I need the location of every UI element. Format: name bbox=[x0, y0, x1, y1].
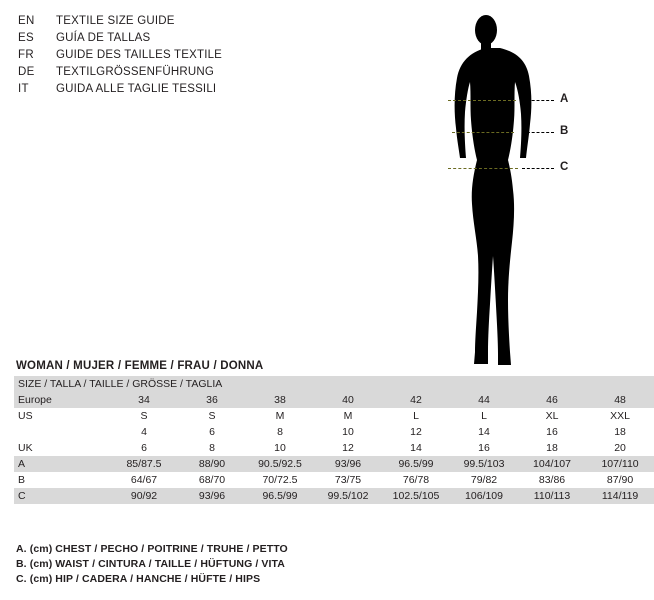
cell: 102.5/105 bbox=[382, 488, 450, 504]
table-caption: WOMAN / MUJER / FEMME / FRAU / DONNA bbox=[16, 360, 264, 372]
cell: 70/72.5 bbox=[246, 472, 314, 488]
cell: 8 bbox=[178, 440, 246, 456]
female-silhouette-icon bbox=[430, 8, 590, 378]
cell: 16 bbox=[450, 440, 518, 456]
language-text: GUIDA ALLE TAGLIE TESSILI bbox=[56, 83, 217, 95]
note-chest: A. (cm) CHEST / PECHO / POITRINE / TRUHE / PETTO bbox=[16, 543, 288, 555]
cell: S bbox=[178, 408, 246, 424]
waist-marker-line bbox=[452, 132, 514, 133]
cell: M bbox=[246, 408, 314, 424]
cell: 87/90 bbox=[586, 472, 654, 488]
language-row-en bbox=[18, 14, 318, 29]
table-row bbox=[14, 472, 654, 488]
hip-marker-line bbox=[448, 168, 518, 169]
language-code: FR bbox=[18, 49, 34, 61]
language-text: TEXTILE SIZE GUIDE bbox=[56, 15, 175, 27]
cell: 6 bbox=[178, 424, 246, 440]
note-waist: B. (cm) WAIST / CINTURA / TAILLE / HÜFTUNG / VITA bbox=[16, 558, 285, 570]
row-label: A bbox=[14, 456, 110, 472]
cell: 104/107 bbox=[518, 456, 586, 472]
cell: S bbox=[110, 408, 178, 424]
cell: 76/78 bbox=[382, 472, 450, 488]
hip-marker-label: C bbox=[560, 161, 569, 173]
cell: XXL bbox=[586, 408, 654, 424]
table-row bbox=[14, 440, 654, 456]
cell: 110/113 bbox=[518, 488, 586, 504]
cell: 36 bbox=[178, 392, 246, 408]
cell: 14 bbox=[450, 424, 518, 440]
table-row bbox=[14, 488, 654, 504]
cell: L bbox=[450, 408, 518, 424]
table-header-label: SIZE / TALLA / TAILLE / GRÖSSE / TAGLIA bbox=[14, 376, 654, 392]
cell: 12 bbox=[314, 440, 382, 456]
cell: 64/67 bbox=[110, 472, 178, 488]
note-hip: C. (cm) HIP / CADERA / HANCHE / HÜFTE / HIPS bbox=[16, 573, 261, 585]
cell: 83/86 bbox=[518, 472, 586, 488]
language-text: GUIDE DES TAILLES TEXTILE bbox=[56, 49, 223, 61]
cell: 6 bbox=[110, 440, 178, 456]
cell: 96.5/99 bbox=[246, 488, 314, 504]
language-row-fr bbox=[18, 48, 318, 63]
cell: 93/96 bbox=[314, 456, 382, 472]
cell: 99.5/102 bbox=[314, 488, 382, 504]
cell: 42 bbox=[382, 392, 450, 408]
cell: 20 bbox=[586, 440, 654, 456]
cell: 40 bbox=[314, 392, 382, 408]
language-text: GUÍA DE TALLAS bbox=[56, 32, 151, 44]
language-code: IT bbox=[18, 83, 29, 95]
cell: 79/82 bbox=[450, 472, 518, 488]
chest-marker-label: A bbox=[560, 93, 569, 105]
language-code: EN bbox=[18, 15, 35, 27]
language-row-es bbox=[18, 31, 318, 46]
table-row bbox=[14, 408, 654, 424]
waist-marker-label: B bbox=[560, 125, 569, 137]
cell: 85/87.5 bbox=[110, 456, 178, 472]
cell: 106/109 bbox=[450, 488, 518, 504]
row-label: C bbox=[14, 488, 110, 504]
cell: 18 bbox=[586, 424, 654, 440]
cell: 38 bbox=[246, 392, 314, 408]
cell: 90.5/92.5 bbox=[246, 456, 314, 472]
cell: 73/75 bbox=[314, 472, 382, 488]
cell: 93/96 bbox=[178, 488, 246, 504]
size-table bbox=[14, 376, 654, 504]
language-code: ES bbox=[18, 32, 34, 44]
cell: 90/92 bbox=[110, 488, 178, 504]
cell: 10 bbox=[246, 440, 314, 456]
cell: 14 bbox=[382, 440, 450, 456]
size-table-area bbox=[14, 358, 639, 504]
language-row-de bbox=[18, 65, 318, 80]
cell: 4 bbox=[110, 424, 178, 440]
table-header-row bbox=[14, 376, 654, 392]
cell: XL bbox=[518, 408, 586, 424]
cell: 68/70 bbox=[178, 472, 246, 488]
cell: L bbox=[382, 408, 450, 424]
cell: 34 bbox=[110, 392, 178, 408]
cell: 12 bbox=[382, 424, 450, 440]
body-figure bbox=[430, 8, 590, 378]
cell: 48 bbox=[586, 392, 654, 408]
measurement-notes bbox=[16, 543, 576, 588]
cell: 99.5/103 bbox=[450, 456, 518, 472]
cell: 46 bbox=[518, 392, 586, 408]
language-row-it bbox=[18, 82, 318, 97]
cell: 10 bbox=[314, 424, 382, 440]
row-label: B bbox=[14, 472, 110, 488]
row-label: UK bbox=[14, 440, 110, 456]
cell: 16 bbox=[518, 424, 586, 440]
chest-marker-line bbox=[448, 100, 516, 101]
row-label bbox=[14, 424, 110, 440]
table-row bbox=[14, 392, 654, 408]
table-row bbox=[14, 456, 654, 472]
language-code: DE bbox=[18, 66, 35, 78]
waist-marker-leader bbox=[522, 132, 554, 133]
table-row bbox=[14, 424, 654, 440]
language-text: TEXTILGRÖSSENFÜHRUNG bbox=[56, 66, 214, 78]
cell: 8 bbox=[246, 424, 314, 440]
cell: 18 bbox=[518, 440, 586, 456]
row-label: Europe bbox=[14, 392, 110, 408]
cell: 114/119 bbox=[586, 488, 654, 504]
cell: 88/90 bbox=[178, 456, 246, 472]
cell: M bbox=[314, 408, 382, 424]
cell: 107/110 bbox=[586, 456, 654, 472]
row-label: US bbox=[14, 408, 110, 424]
hip-marker-leader bbox=[522, 168, 554, 169]
cell: 96.5/99 bbox=[382, 456, 450, 472]
language-list bbox=[18, 14, 318, 99]
cell: 44 bbox=[450, 392, 518, 408]
chest-marker-leader bbox=[522, 100, 554, 101]
